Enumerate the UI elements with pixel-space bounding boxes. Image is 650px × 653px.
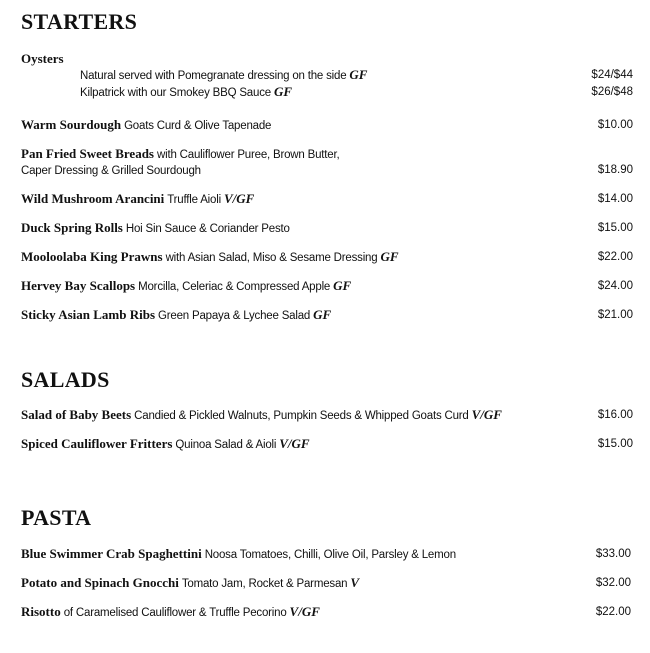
item-tag: V/GF [471,407,502,422]
item-tag: V/GF [289,604,320,619]
menu-item [21,249,633,265]
item-desc: Green Papaya & Lychee Salad [158,310,311,322]
menu-item [21,220,633,236]
oyster-option [80,84,633,100]
item-name: Risotto [21,604,61,619]
item-name: Wild Mushroom Arancini [21,191,165,206]
item-desc: Goats Curd & Olive Tapenade [124,120,272,132]
item-desc: Hoi Sin Sauce & Coriander Pesto [125,223,290,235]
item-desc: with Cauliflower Puree, Brown Butter, [157,149,340,161]
item-desc: Morcilla, Celeriac & Compressed Apple [138,281,331,293]
item-name: Oysters [21,51,64,66]
item-price: $33.00 [595,548,631,560]
item-price: $22.00 [595,606,631,618]
item-name: Potato and Spinach Gnocchi [21,575,179,590]
section-heading-salads: SALADS [21,367,110,392]
menu-item [21,117,633,133]
menu-item [21,407,633,423]
item-name: Hervey Bay Scallops [21,278,136,293]
item-price: $18.90 [597,164,633,176]
item-price: $15.00 [597,222,633,234]
item-price: $24/$44 [591,69,633,81]
menu-item [21,278,633,294]
item-tag: GF [273,84,292,99]
item-price: $14.00 [597,193,633,205]
item-tag: GF [380,249,399,264]
menu-item [21,604,631,620]
item-price: $32.00 [595,577,631,589]
item-desc: Quinoa Salad & Aioli [175,439,277,451]
item-desc: Kilpatrick with our Smokey BBQ Sauce [80,87,271,99]
item-tag: V/GF [223,191,255,206]
menu-item-continued [21,162,633,178]
section-heading-pasta: PASTA [21,505,92,530]
item-name: Blue Swimmer Crab Spaghettini [21,546,202,561]
item-name: Spiced Cauliflower Fritters [21,436,173,451]
item-price: $15.00 [597,438,633,450]
item-name: Salad of Baby Beets [21,407,132,422]
item-price: $22.00 [597,251,633,263]
item-name: Mooloolaba King Prawns [21,249,163,264]
item-name: Warm Sourdough [21,117,122,132]
menu-item [21,146,633,162]
item-tag: GF [313,307,332,322]
item-price: $24.00 [597,280,633,292]
item-tag: V/GF [279,436,310,451]
menu-item [21,575,631,591]
item-name: Duck Spring Rolls [21,220,123,235]
item-desc: Tomato Jam, Rocket & Parmesan [181,578,348,590]
item-name: Sticky Asian Lamb Ribs [21,307,156,322]
item-desc: Candied & Pickled Walnuts, Pumpkin Seeds & Whipped Goats Curd [134,410,469,422]
item-price: $10.00 [597,119,633,131]
item-price: $26/$48 [591,86,633,98]
menu-item-oysters [21,51,633,67]
item-price: $16.00 [597,409,633,421]
menu-item [21,546,631,562]
oyster-option [80,67,633,83]
item-desc: with Asian Salad, Miso & Sesame Dressing [165,252,378,264]
menu-item [21,191,633,207]
item-tag: GF [349,67,368,82]
item-tag: GF [333,278,352,293]
item-name: Pan Fried Sweet Breads [21,146,154,161]
item-price: $21.00 [597,309,633,321]
item-desc: Noosa Tomatoes, Chilli, Olive Oil, Parsley & Lemon [204,549,456,561]
item-desc: Truffle Aioli [167,194,221,206]
menu-item [21,307,633,323]
menu-item [21,436,633,452]
item-desc: of Caramelised Cauliflower & Truffle Pecorino [63,607,287,619]
item-tag: V [350,575,360,590]
section-heading-starters: STARTERS [21,9,138,34]
item-desc: Natural served with Pomegranate dressing on the side [80,70,347,82]
item-desc: Caper Dressing & Grilled Sourdough [21,165,201,177]
